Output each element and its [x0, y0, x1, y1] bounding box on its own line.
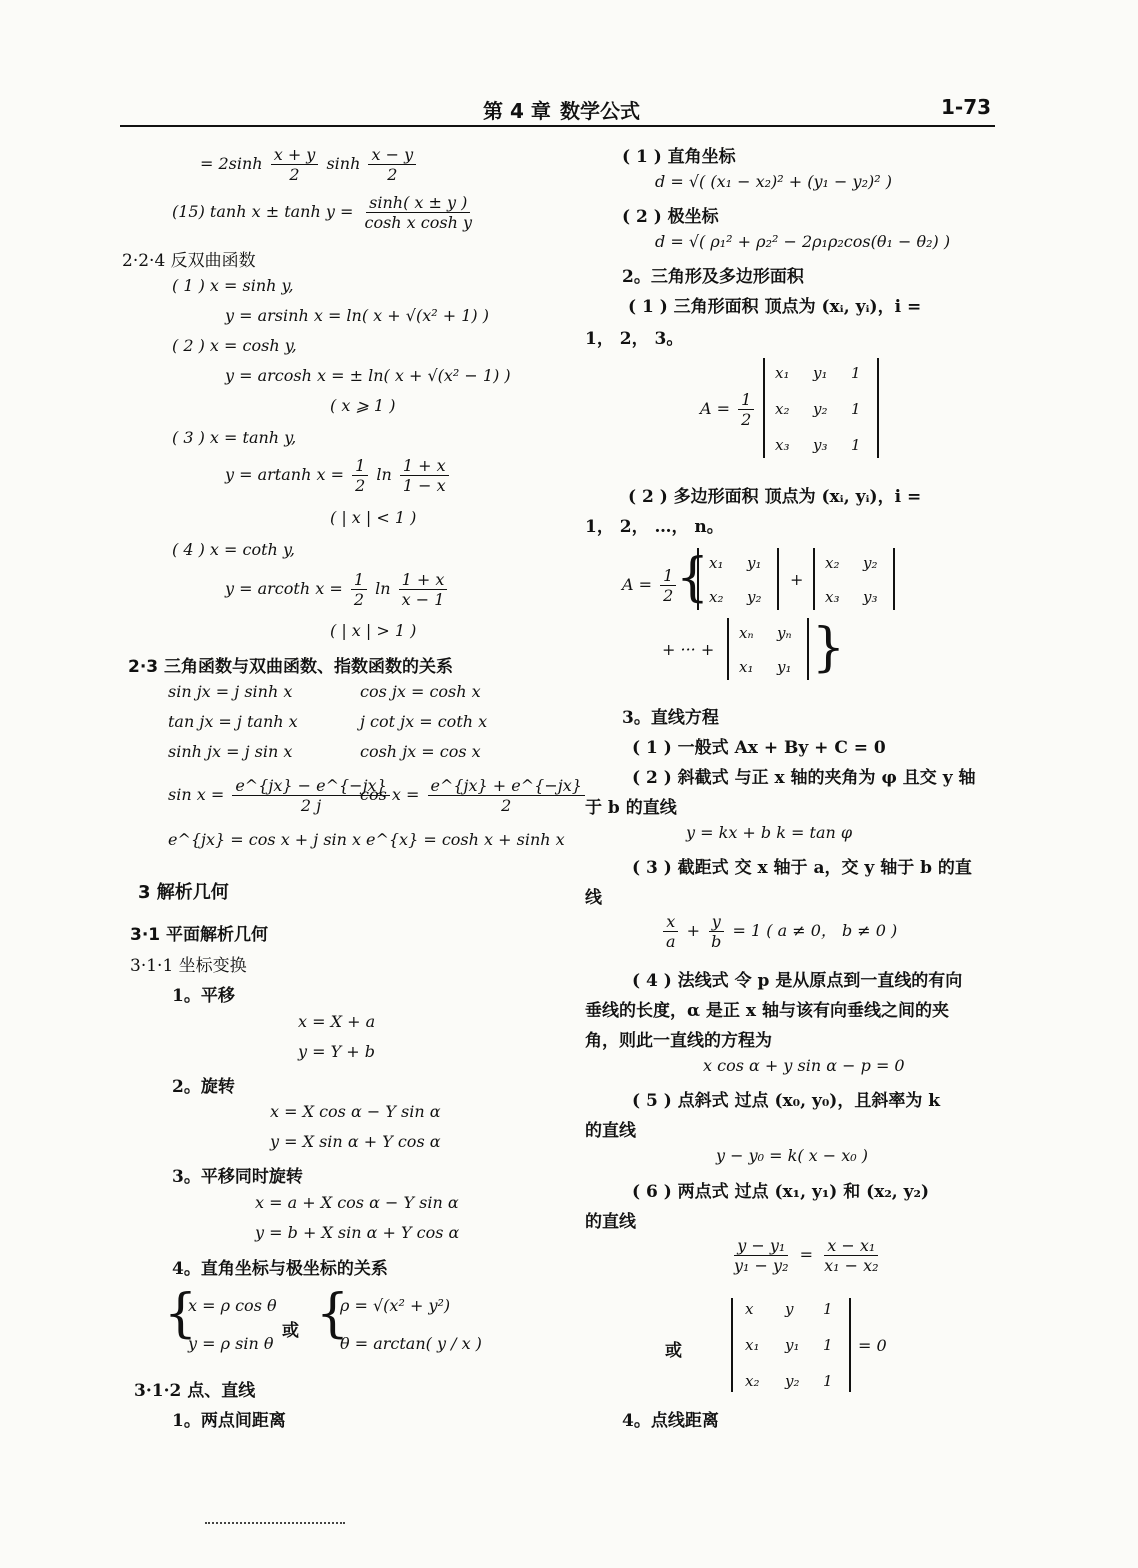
inverse-4-formula [225, 570, 450, 609]
line-normal-cont-2: 角，则此一直线的方程为 [585, 1031, 772, 1051]
formula-prefix: = 2sinh [200, 154, 263, 174]
continuation-sign: + ··· + [662, 640, 715, 659]
section-3-1-1: 3·1·1 坐标变换 [130, 956, 247, 976]
numerator: x − y [368, 145, 416, 165]
formula-prefix: sin x = [168, 785, 225, 805]
item-point-line-distance: 4。点线距离 [622, 1411, 719, 1431]
polar-theta: θ = arctan( y / x ) [340, 1334, 482, 1353]
footer-dots [205, 1522, 345, 1524]
polar-y: y = ρ sin θ [188, 1334, 274, 1353]
line-point-slope: ( 5 ) 点斜式 过点 (x₀, y₀)，且斜率为 k [632, 1091, 941, 1111]
relation-1b: cos jx = cosh x [360, 682, 481, 701]
polygon-determinant-3 [727, 618, 809, 680]
denominator: x − 1 [401, 590, 445, 610]
det-cell: y₂ [785, 1372, 800, 1390]
denominator: 2 [355, 476, 366, 496]
det-cell: y [785, 1300, 794, 1318]
det-cell: x₃ [775, 436, 790, 454]
distance-polar: ( 2 ) 极坐标 [622, 207, 719, 227]
det-cell: y₂ [813, 400, 828, 418]
det-cell: x₂ [775, 400, 790, 418]
section-2-3: 2·3 三角函数与双曲函数、指数函数的关系 [128, 657, 454, 677]
numerator: 1 [352, 456, 368, 476]
relation-3b: cosh jx = cos x [360, 742, 481, 761]
formula-mid: sinh [326, 154, 361, 174]
inverse-1-formula: y = arsinh x = ln( x + √(x² + 1) ) [225, 306, 489, 325]
section-3-1-2: 3·1·2 点、直线 [134, 1381, 256, 1401]
det-cell: 1 [851, 400, 861, 418]
line-intercept-cont: 线 [585, 888, 602, 908]
denominator: y₁ − y₂ [734, 1256, 789, 1276]
section-2-2-4: 2·2·4 反双曲函数 [122, 251, 256, 271]
numerator: 1 + x [399, 570, 448, 590]
two-point-determinant [731, 1298, 851, 1392]
numerator: 1 [738, 390, 754, 410]
distance-cartesian-formula: d = √( (x₁ − x₂)² + (y₁ − y₂)² ) [655, 172, 892, 191]
fraction [738, 390, 754, 429]
det-cell: x₁ [745, 1336, 760, 1354]
numerator: e^{jx} + e^{−jx} [428, 776, 585, 796]
section-3-1: 3·1 平面解析几何 [130, 925, 269, 945]
fraction [660, 566, 676, 605]
triangle-determinant [763, 358, 879, 458]
polygon-area-indices: 1， 2， …， n。 [585, 517, 724, 537]
fraction [663, 912, 679, 951]
formula-prefix: cos x = [360, 785, 420, 805]
det-cell: 1 [851, 436, 861, 454]
denominator: b [711, 932, 722, 952]
rotation-x: x = X cos α − Y sin α [270, 1102, 441, 1121]
relation-1a: sin jx = j sinh x [168, 682, 293, 701]
line-two-point: ( 6 ) 两点式 过点 (x₁, y₁) 和 (x₂, y₂) [632, 1182, 930, 1202]
line-point-slope-cont: 的直线 [585, 1121, 636, 1141]
relation-5a: e^{jx} = cos x + j sin x [168, 830, 362, 849]
numerator: 1 + x [400, 456, 449, 476]
chapter-title: 数学公式 [560, 99, 640, 123]
det-cell: x₁ [775, 364, 790, 382]
fraction [399, 570, 448, 609]
plus-sign: + [790, 570, 804, 589]
det-cell: xₙ [739, 624, 754, 642]
translation-y: y = Y + b [298, 1042, 375, 1061]
left-brace: { [316, 1284, 350, 1344]
fraction [821, 1236, 881, 1275]
left-brace: { [676, 548, 710, 608]
det-cell: x₂ [709, 588, 724, 606]
item-rotation: 2。旋转 [172, 1077, 235, 1097]
line-two-point-cont: 的直线 [585, 1212, 636, 1232]
chapter-label: 第 4 章 [483, 99, 551, 123]
denominator: 2 j [300, 796, 322, 816]
fraction [351, 570, 367, 609]
line-intercept: ( 3 ) 截距式 交 x 轴于 a，交 y 轴于 b 的直 [632, 858, 972, 878]
formula-sinh-diff [200, 145, 419, 184]
det-cell: x₂ [825, 554, 840, 572]
right-brace: } [812, 618, 846, 678]
denominator: 1 − x [402, 476, 446, 496]
relation-2b: j cot jx = coth x [360, 712, 488, 731]
inverse-2-def: ( 2 ) x = cosh y, [172, 336, 297, 355]
inverse-2-condition: ( x ⩾ 1 ) [330, 396, 396, 415]
header-rule [120, 125, 995, 127]
denominator: 2 [501, 796, 512, 816]
numerator: sinh( x ± y ) [366, 193, 470, 213]
line-slope-intercept-cont: 于 b 的直线 [585, 798, 677, 818]
relation-5b: e^{x} = cosh x + sinh x [366, 830, 565, 849]
item-translate-rotate: 3。平移同时旋转 [172, 1167, 303, 1187]
triangle-area-indices: 1， 2， 3。 [585, 329, 684, 349]
line-slope-intercept-formula: y = kx + b k = tan φ [686, 823, 853, 842]
line-two-point-formula [728, 1236, 885, 1275]
polygon-area-lhs [622, 566, 679, 605]
relation-3a: sinh jx = j sin x [168, 742, 293, 761]
denominator: a [666, 932, 676, 952]
item-translation: 1。平移 [172, 986, 235, 1006]
section-3: 3 解析几何 [138, 882, 229, 903]
line-normal-formula: x cos α + y sin α − p = 0 [703, 1056, 905, 1075]
numerator: 1 [660, 566, 676, 586]
det-cell: x₂ [745, 1372, 760, 1390]
inverse-3-formula [225, 456, 452, 495]
numerator: x [663, 912, 678, 932]
translation-x: x = X + a [298, 1012, 376, 1031]
det-cell: 1 [851, 364, 861, 382]
equals-sign: = [799, 1245, 813, 1265]
det-cell: 1 [823, 1372, 833, 1390]
fraction [368, 145, 416, 184]
distance-cartesian: ( 1 ) 直角坐标 [622, 147, 736, 167]
fraction [400, 456, 449, 495]
item-area: 2。三角形及多边形面积 [622, 267, 804, 287]
denominator: 2 [663, 586, 674, 606]
fraction [352, 456, 368, 495]
det-cell: y₃ [863, 588, 878, 606]
or-label: 或 [665, 1341, 682, 1361]
det-cell: y₁ [777, 658, 792, 676]
denominator: 2 [387, 165, 398, 185]
denominator: 2 [741, 410, 752, 430]
denominator: cosh x cosh y [364, 213, 473, 233]
or-label: 或 [282, 1321, 299, 1341]
ln-label: ln [376, 465, 392, 485]
line-point-slope-formula: y − y₀ = k( x − x₀ ) [716, 1146, 869, 1165]
formula-prefix: y = artanh x = [225, 465, 350, 485]
det-cell: y₁ [747, 554, 762, 572]
line-normal-cont-1: 垂线的长度，α 是正 x 轴与该有向垂线之间的夹 [585, 1001, 949, 1021]
det-cell: y₂ [747, 588, 762, 606]
det-cell: yₙ [777, 624, 792, 642]
page-number: 1-73 [941, 95, 992, 119]
numerator: x + y [271, 145, 319, 165]
numerator: y − y₁ [734, 1236, 788, 1256]
polar-x: x = ρ cos θ [188, 1296, 277, 1315]
polar-rho: ρ = √(x² + y²) [340, 1296, 451, 1315]
fraction [428, 776, 585, 815]
denominator: x₁ − x₂ [824, 1256, 879, 1276]
formula-prefix: y = arcoth x = [225, 579, 348, 599]
item-line-equation: 3。直线方程 [622, 708, 719, 728]
relation-cos-exp [360, 776, 588, 815]
fraction [708, 912, 724, 951]
polygon-determinant-1 [697, 548, 779, 610]
fraction [731, 1236, 791, 1275]
det-cell: 1 [823, 1300, 833, 1318]
triangle-area-desc: ( 1 ) 三角形面积 顶点为 (xᵢ, yᵢ)，i = [628, 297, 922, 317]
rotation-y: y = X sin α + Y cos α [270, 1132, 441, 1151]
det-cell: y₃ [813, 436, 828, 454]
inverse-1-def: ( 1 ) x = sinh y, [172, 276, 294, 295]
formula-rest: = 1 ( a ≠ 0， b ≠ 0 ) [732, 921, 898, 941]
inverse-4-condition: ( | x | > 1 ) [330, 621, 417, 640]
polygon-determinant-2 [813, 548, 895, 610]
line-normal: ( 4 ) 法线式 令 p 是从原点到一直线的有向 [632, 971, 963, 991]
item-polar-relation: 4。直角坐标与极坐标的关系 [172, 1259, 388, 1279]
polygon-area-desc: ( 2 ) 多边形面积 顶点为 (xᵢ, yᵢ)，i = [628, 487, 922, 507]
item-distance: 1。两点间距离 [172, 1411, 286, 1431]
relation-2a: tan jx = j tanh x [168, 712, 298, 731]
line-intercept-formula [660, 912, 897, 951]
fraction [271, 145, 319, 184]
inverse-3-condition: ( | x | < 1 ) [330, 508, 417, 527]
plus-sign: + [686, 921, 701, 941]
det-cell: x [745, 1300, 754, 1318]
line-general: ( 1 ) 一般式 Ax + By + C = 0 [632, 738, 886, 758]
numerator: x − x₁ [824, 1236, 878, 1256]
inverse-3-def: ( 3 ) x = tanh y, [172, 428, 297, 447]
det-cell: x₁ [709, 554, 724, 572]
formula-label: (15) tanh x ± tanh y = [172, 202, 354, 222]
equals-zero: = 0 [858, 1336, 887, 1355]
formula-15-tanh [172, 193, 478, 232]
distance-polar-formula: d = √( ρ₁² + ρ₂² − 2ρ₁ρ₂cos(θ₁ − θ₂) ) [655, 232, 951, 251]
translate-rotate-y: y = b + X sin α + Y cos α [255, 1223, 460, 1242]
inverse-4-def: ( 4 ) x = coth y, [172, 540, 295, 559]
numerator: e^{jx} − e^{−jx} [232, 776, 389, 796]
det-cell: 1 [823, 1336, 833, 1354]
line-slope-intercept: ( 2 ) 斜截式 与正 x 轴的夹角为 φ 且交 y 轴 [632, 768, 976, 788]
fraction [361, 193, 475, 232]
left-brace: { [164, 1284, 198, 1344]
det-cell: x₃ [825, 588, 840, 606]
det-cell: y₁ [785, 1336, 800, 1354]
triangle-area-lhs [700, 390, 757, 429]
det-cell: x₁ [739, 658, 754, 676]
numerator: 1 [351, 570, 367, 590]
det-cell: y₁ [813, 364, 828, 382]
ln-label: ln [375, 579, 391, 599]
formula-prefix: A = [622, 575, 653, 595]
denominator: 2 [289, 165, 300, 185]
det-cell: y₂ [863, 554, 878, 572]
denominator: 2 [353, 590, 365, 610]
translate-rotate-x: x = a + X cos α − Y sin α [255, 1193, 459, 1212]
formula-prefix: A = [700, 399, 731, 419]
numerator: y [709, 912, 724, 932]
inverse-2-formula: y = arcosh x = ± ln( x + √(x² − 1) ) [225, 366, 511, 385]
